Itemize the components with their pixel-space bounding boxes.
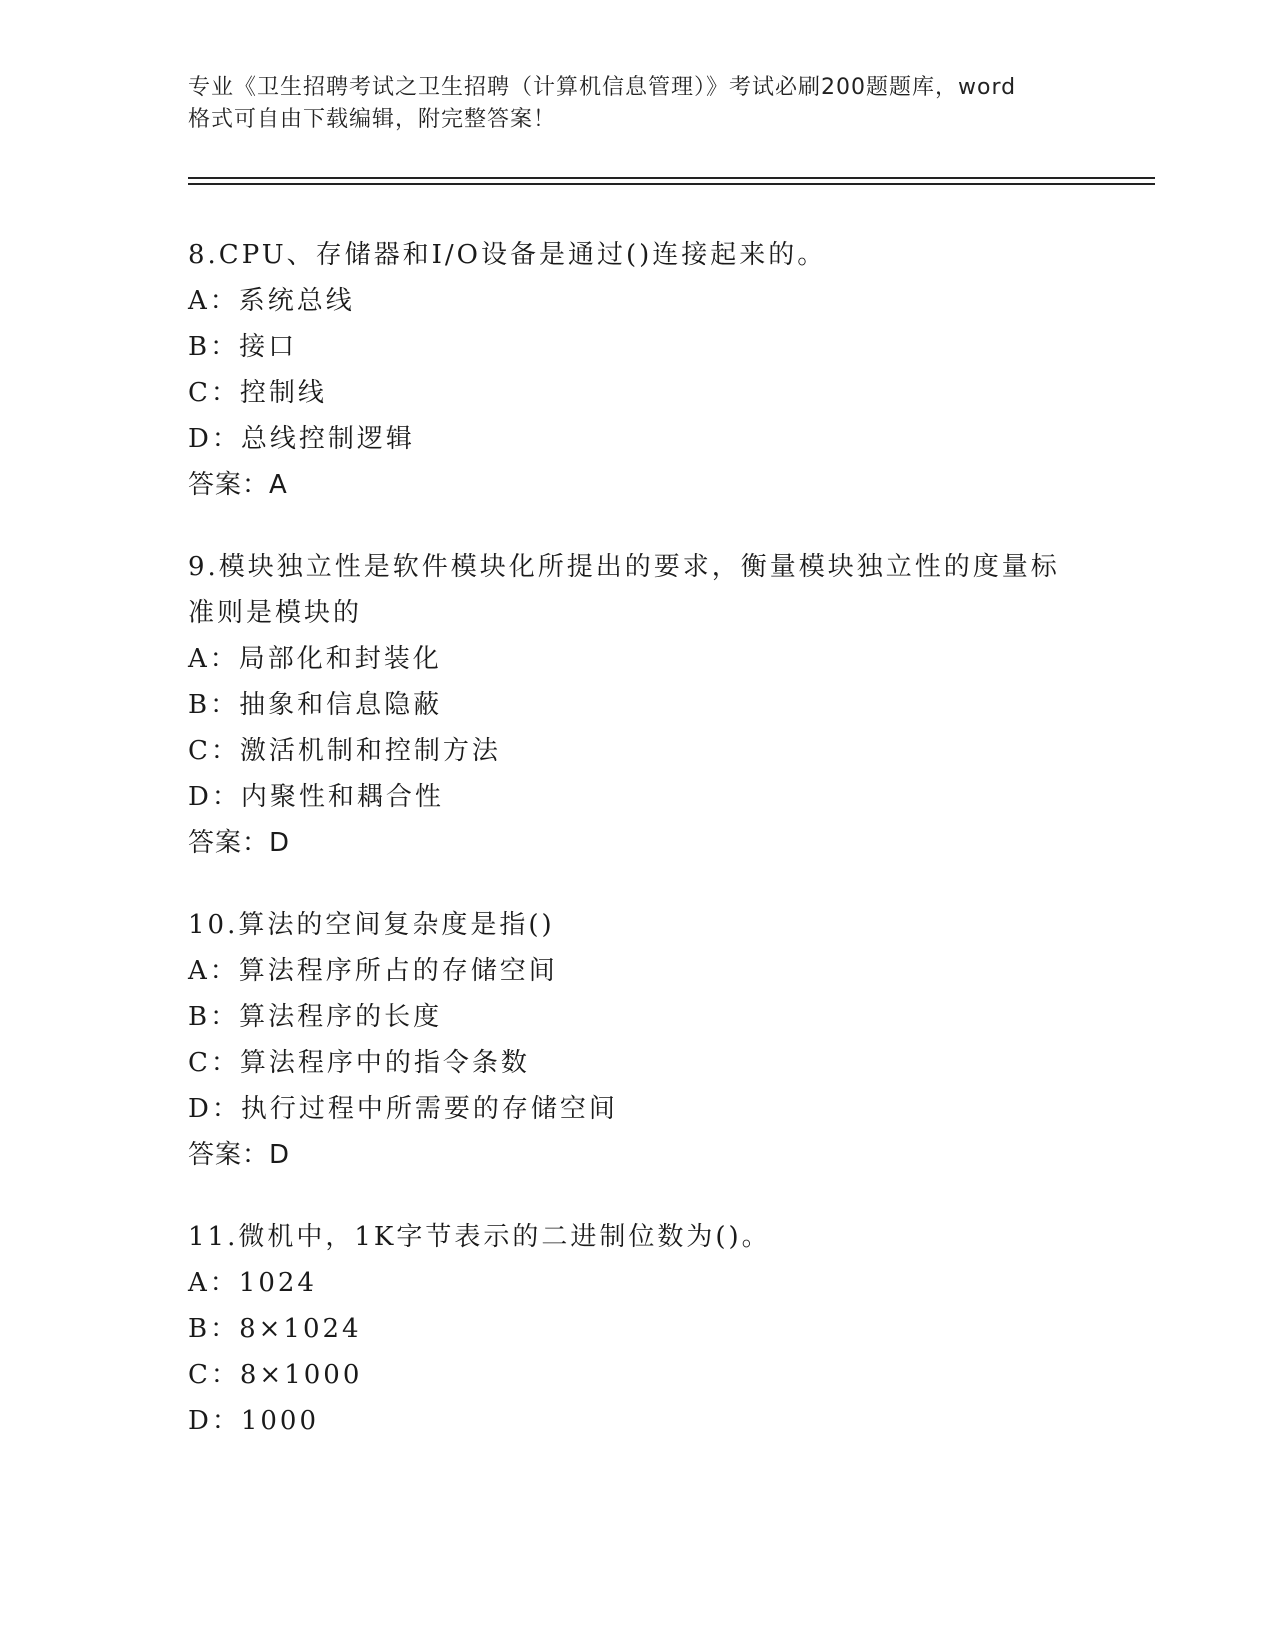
question-stem: 11.微机中，1K字节表示的二进制位数为()。 [188,1222,771,1252]
document-header [188,72,1088,136]
option-d: D：1000 [188,1406,320,1436]
option-d: D：内聚性和耦合性 [188,782,444,812]
question-stem: 8.CPU、存储器和I/O设备是通过()连接起来的。 [188,240,827,270]
option-a: A：1024 [188,1268,317,1298]
option-d: D：执行过程中所需要的存储空间 [188,1094,618,1124]
option-a: A：算法程序所占的存储空间 [188,956,558,986]
option-c: C：8×1000 [188,1360,363,1390]
question-9 [188,544,1148,866]
option-c: C：控制线 [188,378,327,408]
option-a: A：系统总线 [188,286,355,316]
option-b: B：接口 [188,332,298,362]
option-a: A：局部化和封装化 [188,644,442,674]
answer: 答案：D [188,828,291,858]
question-stem: 10.算法的空间复杂度是指() [188,910,555,940]
question-stem: 9.模块独立性是软件模块化所提出的要求，衡量模块独立性的度量标 [188,552,1060,582]
question-11 [188,1214,1148,1444]
question-list [188,232,1148,1480]
question-10 [188,902,1148,1178]
answer: 答案：D [188,1140,291,1170]
option-d: D：总线控制逻辑 [188,424,415,454]
header-divider-bottom [188,183,1155,185]
option-c: C：算法程序中的指令条数 [188,1048,530,1078]
option-b: B：8×1024 [188,1314,362,1344]
option-b: B：算法程序的长度 [188,1002,443,1032]
header-divider-top [188,177,1155,179]
answer: 答案：A [188,470,288,500]
question-8 [188,232,1148,508]
option-c: C：激活机制和控制方法 [188,736,501,766]
header-line-2: 格式可自由下载编辑，附完整答案！ [188,107,557,132]
header-line-1: 专业《卫生招聘考试之卫生招聘（计算机信息管理）》考试必刷200题题库，word [188,75,1017,100]
option-b: B：抽象和信息隐蔽 [188,690,443,720]
question-stem-continued: 准则是模块的 [188,598,363,628]
